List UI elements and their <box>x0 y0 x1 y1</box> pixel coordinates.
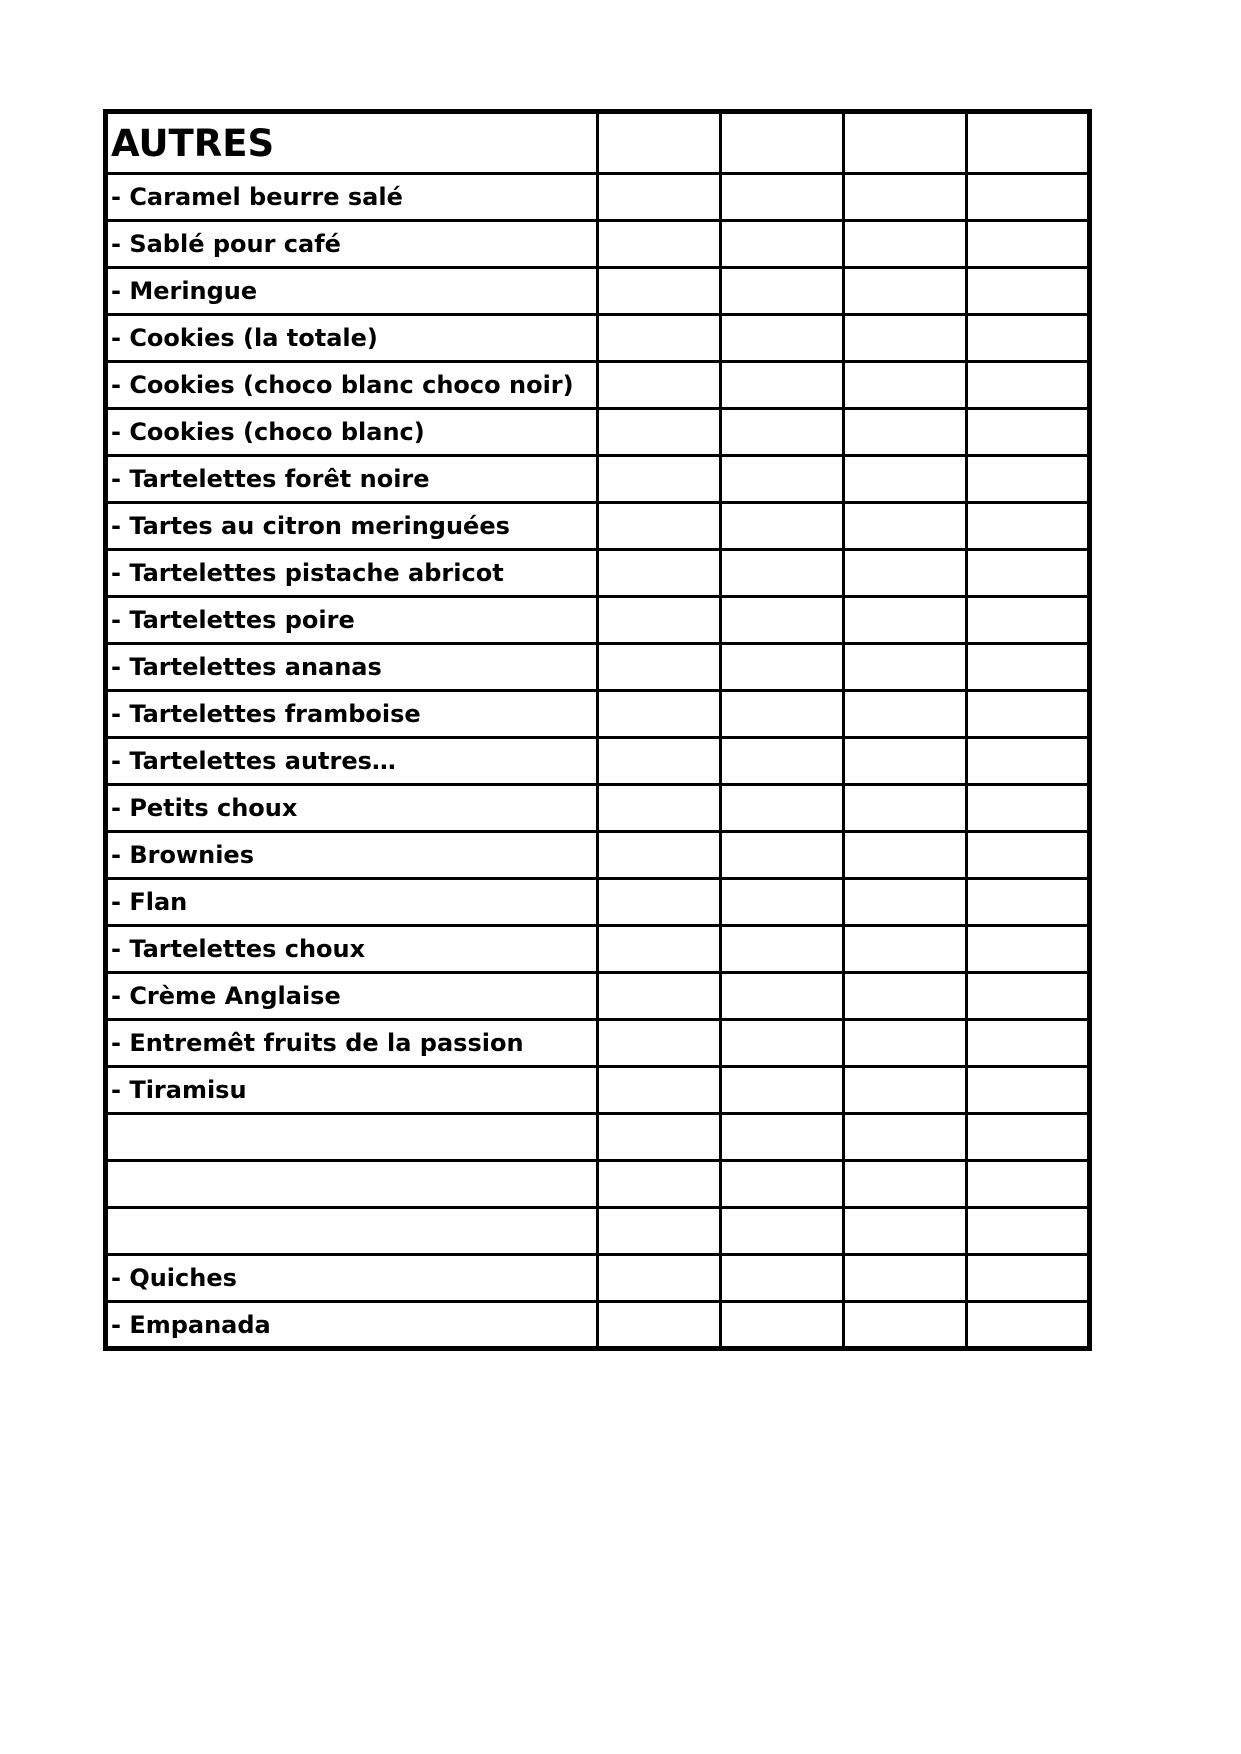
empty-cell <box>967 832 1090 879</box>
empty-cell <box>967 1208 1090 1255</box>
table-row <box>106 174 1090 221</box>
row-label: - Petits choux <box>106 785 598 832</box>
empty-cell <box>844 785 967 832</box>
empty-cell <box>598 112 721 174</box>
row-label: - Empanada <box>106 1302 598 1349</box>
empty-cell <box>598 1208 721 1255</box>
empty-cell <box>967 315 1090 362</box>
empty-cell <box>721 362 844 409</box>
empty-cell <box>844 738 967 785</box>
empty-cell <box>844 644 967 691</box>
empty-cell <box>721 1208 844 1255</box>
empty-cell <box>844 221 967 268</box>
empty-cell <box>967 597 1090 644</box>
empty-cell <box>844 832 967 879</box>
row-label: - Tartelettes autres… <box>106 738 598 785</box>
empty-cell <box>721 1255 844 1302</box>
table-row <box>106 597 1090 644</box>
empty-cell <box>967 973 1090 1020</box>
empty-cell <box>844 1208 967 1255</box>
empty-cell <box>967 691 1090 738</box>
empty-cell <box>844 112 967 174</box>
empty-cell <box>721 1302 844 1349</box>
empty-cell <box>598 644 721 691</box>
empty-cell <box>598 738 721 785</box>
empty-cell <box>598 597 721 644</box>
row-label <box>106 1114 598 1161</box>
empty-cell <box>598 832 721 879</box>
row-label: - Crème Anglaise <box>106 973 598 1020</box>
empty-cell <box>598 550 721 597</box>
empty-cell <box>598 174 721 221</box>
table-row <box>106 1020 1090 1067</box>
row-label: - Meringue <box>106 268 598 315</box>
empty-cell <box>598 456 721 503</box>
table-row <box>106 973 1090 1020</box>
table-row <box>106 1161 1090 1208</box>
empty-cell <box>967 1161 1090 1208</box>
row-label <box>106 1208 598 1255</box>
empty-cell <box>844 1067 967 1114</box>
empty-cell <box>598 879 721 926</box>
row-label: - Brownies <box>106 832 598 879</box>
empty-cell <box>967 1114 1090 1161</box>
empty-cell <box>598 785 721 832</box>
table-row <box>106 691 1090 738</box>
empty-cell <box>721 1020 844 1067</box>
row-label: - Tartelettes forêt noire <box>106 456 598 503</box>
empty-cell <box>844 503 967 550</box>
empty-cell <box>844 1161 967 1208</box>
empty-cell <box>598 1302 721 1349</box>
empty-cell <box>721 409 844 456</box>
row-label: - Cookies (choco blanc) <box>106 409 598 456</box>
empty-cell <box>721 1114 844 1161</box>
empty-cell <box>721 738 844 785</box>
empty-cell <box>721 174 844 221</box>
empty-cell <box>598 1020 721 1067</box>
row-label: - Cookies (la totale) <box>106 315 598 362</box>
table-row <box>106 221 1090 268</box>
empty-cell <box>967 268 1090 315</box>
table-row <box>106 409 1090 456</box>
row-label: - Quiches <box>106 1255 598 1302</box>
table-body <box>106 112 1090 1349</box>
empty-cell <box>967 174 1090 221</box>
empty-cell <box>598 1161 721 1208</box>
empty-cell <box>844 456 967 503</box>
empty-cell <box>844 174 967 221</box>
empty-cell <box>721 1161 844 1208</box>
empty-cell <box>844 597 967 644</box>
empty-cell <box>598 362 721 409</box>
empty-cell <box>721 221 844 268</box>
row-label: - Tiramisu <box>106 1067 598 1114</box>
empty-cell <box>598 221 721 268</box>
empty-cell <box>967 1067 1090 1114</box>
empty-cell <box>844 268 967 315</box>
empty-cell <box>967 1020 1090 1067</box>
table-row <box>106 1067 1090 1114</box>
empty-cell <box>967 112 1090 174</box>
table-row <box>106 503 1090 550</box>
empty-cell <box>967 503 1090 550</box>
row-label: - Flan <box>106 879 598 926</box>
table-row <box>106 1255 1090 1302</box>
row-label: - Tartelettes pistache abricot <box>106 550 598 597</box>
empty-cell <box>844 1302 967 1349</box>
empty-cell <box>598 973 721 1020</box>
empty-cell <box>844 550 967 597</box>
empty-cell <box>967 879 1090 926</box>
row-label: - Tartelettes poire <box>106 597 598 644</box>
table-row <box>106 315 1090 362</box>
row-label: - Tartelettes ananas <box>106 644 598 691</box>
empty-cell <box>721 503 844 550</box>
row-label: - Tartes au citron meringuées <box>106 503 598 550</box>
empty-cell <box>844 1255 967 1302</box>
empty-cell <box>844 1114 967 1161</box>
empty-cell <box>721 644 844 691</box>
row-label: - Entremêt fruits de la passion <box>106 1020 598 1067</box>
row-label: - Tartelettes framboise <box>106 691 598 738</box>
table-row <box>106 362 1090 409</box>
row-label: - Tartelettes choux <box>106 926 598 973</box>
table-row <box>106 644 1090 691</box>
empty-cell <box>598 1114 721 1161</box>
empty-cell <box>844 691 967 738</box>
empty-cell <box>844 1020 967 1067</box>
table-row <box>106 1114 1090 1161</box>
empty-cell <box>721 315 844 362</box>
empty-cell <box>967 456 1090 503</box>
empty-cell <box>598 409 721 456</box>
empty-cell <box>598 926 721 973</box>
empty-cell <box>967 1302 1090 1349</box>
empty-cell <box>598 268 721 315</box>
row-label: - Caramel beurre salé <box>106 174 598 221</box>
empty-cell <box>844 879 967 926</box>
empty-cell <box>844 315 967 362</box>
row-label: - Sablé pour café <box>106 221 598 268</box>
table-row <box>106 832 1090 879</box>
empty-cell <box>598 691 721 738</box>
empty-cell <box>598 1255 721 1302</box>
empty-cell <box>967 221 1090 268</box>
empty-cell <box>721 973 844 1020</box>
empty-cell <box>844 973 967 1020</box>
empty-cell <box>721 691 844 738</box>
empty-cell <box>844 362 967 409</box>
empty-cell <box>967 409 1090 456</box>
empty-cell <box>721 879 844 926</box>
empty-cell <box>598 1067 721 1114</box>
empty-cell <box>967 785 1090 832</box>
empty-cell <box>721 268 844 315</box>
table-title: AUTRES <box>106 112 598 174</box>
table-row <box>106 268 1090 315</box>
empty-cell <box>721 112 844 174</box>
table-row <box>106 1302 1090 1349</box>
row-label <box>106 1161 598 1208</box>
table-row <box>106 1208 1090 1255</box>
empty-cell <box>721 926 844 973</box>
empty-cell <box>967 550 1090 597</box>
table-row <box>106 785 1090 832</box>
empty-cell <box>721 785 844 832</box>
empty-cell <box>721 550 844 597</box>
table-row <box>106 879 1090 926</box>
empty-cell <box>721 597 844 644</box>
row-label: - Cookies (choco blanc choco noir) <box>106 362 598 409</box>
empty-cell <box>967 644 1090 691</box>
empty-cell <box>598 503 721 550</box>
table-row <box>106 926 1090 973</box>
empty-cell <box>721 1067 844 1114</box>
table-row <box>106 550 1090 597</box>
empty-cell <box>967 738 1090 785</box>
empty-cell <box>721 832 844 879</box>
empty-cell <box>844 926 967 973</box>
table-row <box>106 738 1090 785</box>
empty-cell <box>844 409 967 456</box>
empty-cell <box>967 926 1090 973</box>
autres-table <box>103 109 1092 1351</box>
table-row <box>106 456 1090 503</box>
empty-cell <box>967 362 1090 409</box>
empty-cell <box>967 1255 1090 1302</box>
empty-cell <box>721 456 844 503</box>
empty-cell <box>598 315 721 362</box>
table-header-row <box>106 112 1090 174</box>
